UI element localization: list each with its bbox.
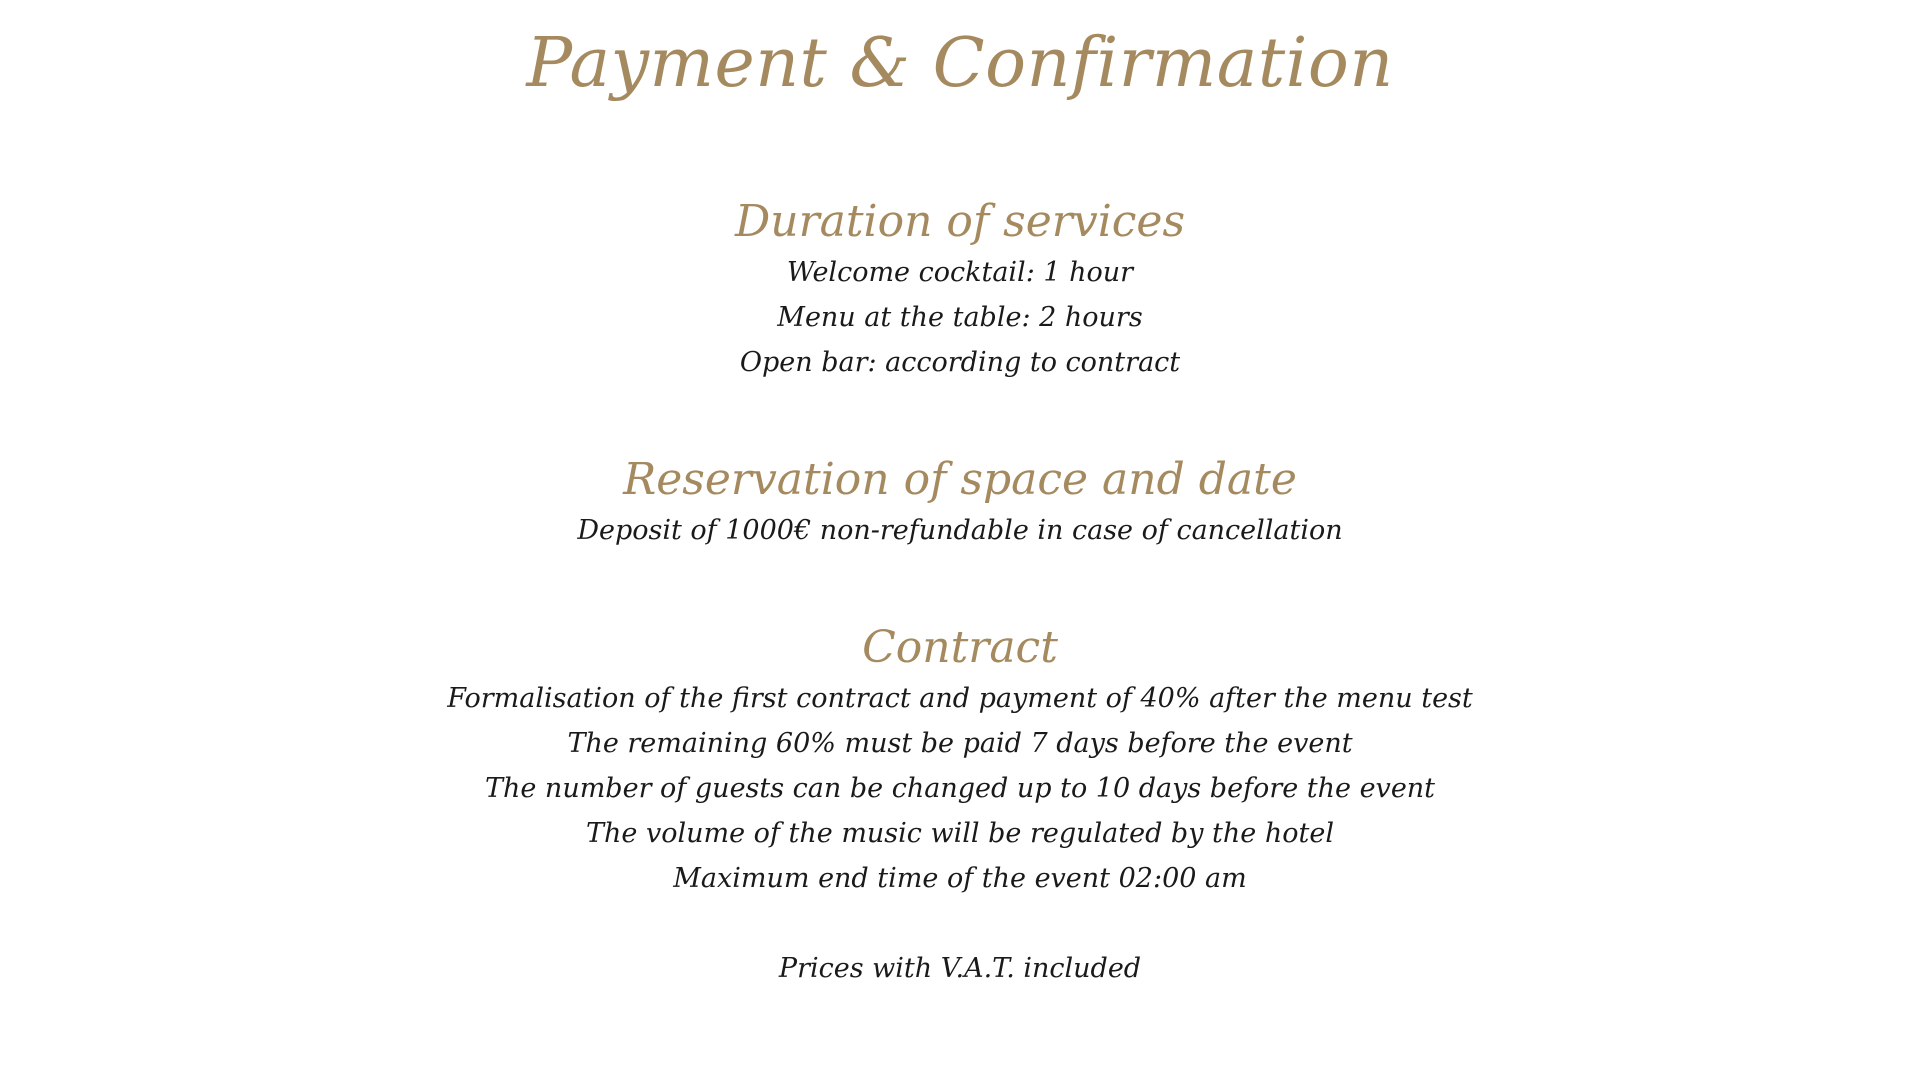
contract-line-first-payment: Formalisation of the first contract and payment of 40% after the menu test — [447, 683, 1473, 714]
service-line-menu-at-table: Menu at the table: 2 hours — [777, 302, 1143, 333]
vat-note: Prices with V.A.T. included — [778, 953, 1142, 984]
contract-line-end-time: Maximum end time of the event 02:00 am — [673, 863, 1247, 894]
section-duration-of-services — [0, 194, 1920, 385]
page-title: Payment & Confirmation — [526, 24, 1394, 103]
section-heading: Reservation of space and date — [623, 454, 1297, 505]
section-reservation — [0, 452, 1920, 553]
service-line-open-bar: Open bar: according to contract — [739, 347, 1181, 378]
section-heading: Duration of services — [734, 196, 1186, 247]
section-contract — [0, 620, 1920, 901]
contract-line-music-volume: The volume of the music will be regulated by the hotel — [586, 818, 1334, 849]
service-line-welcome-cocktail: Welcome cocktail: 1 hour — [786, 257, 1134, 288]
section-heading: Contract — [862, 622, 1058, 673]
contract-line-guest-changes: The number of guests can be changed up to 10 days before the event — [484, 773, 1436, 804]
contract-line-remaining-payment: The remaining 60% must be paid 7 days before the event — [567, 728, 1353, 759]
deposit-line: Deposit of 1000€ non-refundable in case of cancellation — [577, 515, 1343, 546]
